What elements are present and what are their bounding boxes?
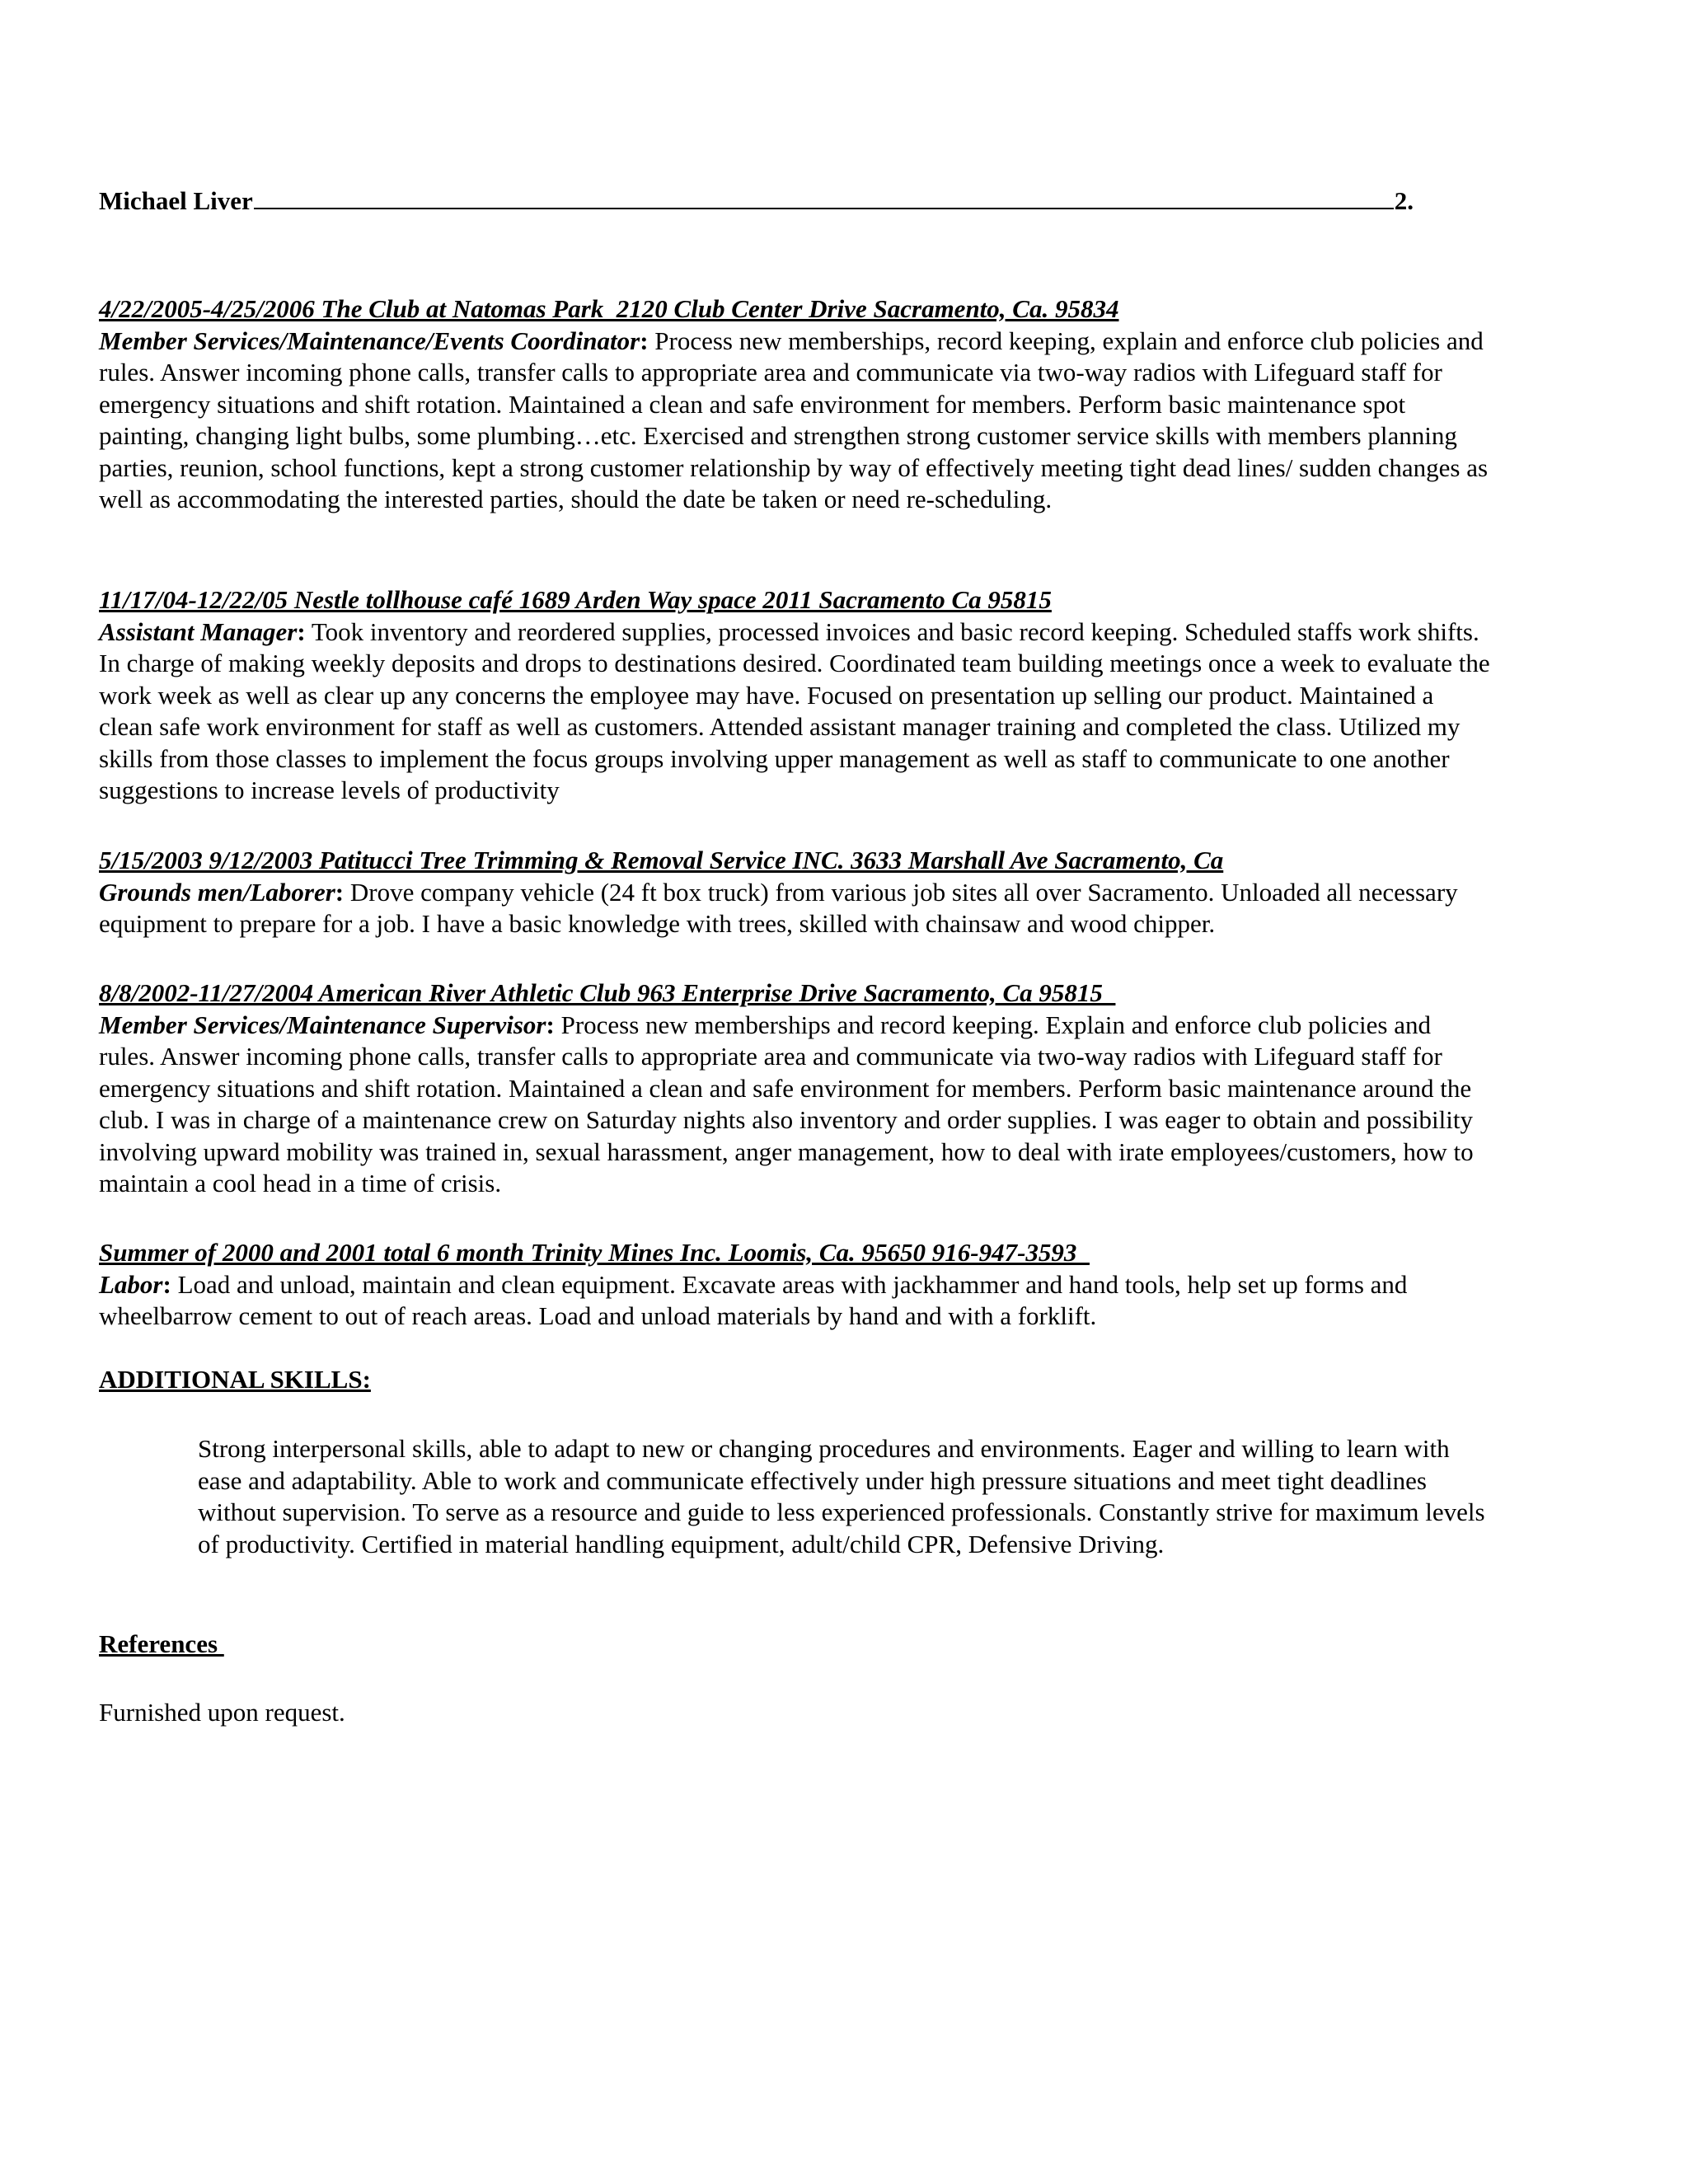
references-heading: References bbox=[99, 1629, 224, 1658]
job-heading: Summer of 2000 and 2001 total 6 month Trinity Mines Inc. Loomis, Ca. 95650 916-947-3593 bbox=[99, 1238, 1090, 1267]
job-description: Drove company vehicle (24 ft box truck) from various job sites all over Sacramento. Unloaded all necessary equipment to prepare for a job. I have a basic knowledge with trees, skilled with chainsaw and wood chipper. bbox=[99, 877, 1458, 938]
job-description-block bbox=[99, 326, 1492, 516]
job-heading: 8/8/2002-11/27/2004 American River Athletic Club 963 Enterprise Drive Sacramento, Ca 95815 bbox=[99, 978, 1116, 1007]
job-entry bbox=[99, 584, 1492, 807]
job-entry bbox=[99, 845, 1492, 940]
job-heading: 11/17/04-12/22/05 Nestle tollhouse café 1689 Arden Way space 2011 Sacramento Ca 95815 bbox=[99, 585, 1052, 614]
additional-skills-heading: ADDITIONAL SKILLS: bbox=[99, 1365, 371, 1394]
job-title: Grounds men/Laborer bbox=[99, 877, 335, 907]
job-entry bbox=[99, 977, 1492, 1200]
job-entry bbox=[99, 1237, 1492, 1333]
additional-skills-text: Strong interpersonal skills, able to adapt to new or changing procedures and environments. Eager and willing to learn with ease and adaptability. Able to work and communicate effectively under high pressure situations and meet tight deadlines without supervision. To serve as a resource and guide to less experienced professionals. Constantly strive for maximum levels of productivity. Certified in material handling equipment, adult/child CPR, Defensive Driving. bbox=[198, 1434, 1485, 1558]
job-title-colon: : bbox=[335, 877, 345, 907]
job-title-colon: : bbox=[546, 1010, 555, 1039]
job-description-block bbox=[99, 1010, 1492, 1200]
job-title: Member Services/Maintenance Supervisor bbox=[99, 1010, 546, 1039]
header-name: Michael Liver bbox=[99, 186, 253, 215]
page-number: 2. bbox=[1394, 186, 1414, 215]
job-description-block bbox=[99, 877, 1492, 940]
job-title: Assistant Manager bbox=[99, 616, 298, 646]
job-entry bbox=[99, 293, 1492, 516]
references-text: Furnished upon request. bbox=[99, 1698, 345, 1727]
job-title: Labor bbox=[99, 1269, 163, 1299]
job-title: Member Services/Maintenance/Events Coordinator bbox=[99, 326, 640, 355]
job-heading: 5/15/2003 9/12/2003 Patitucci Tree Trimming & Removal Service INC. 3633 Marshall Ave Sacramento, Ca bbox=[99, 846, 1224, 874]
job-description: Took inventory and reordered supplies, processed invoices and basic record keeping. Scheduled staffs work shifts. In charge of making weekly deposits and drops to destinations desired. Coordinated team building meetings once a week to evaluate the work week as well as clear up any concerns the employee may have. Focused on presentation up selling our product. Maintained a clean safe work environment for staff as well as customers. Attended assistant manager training and completed the class. Utilized my skills from those classes to implement the focus groups involving upper management as well as staff to communicate to one another suggestions to increase levels of productivity bbox=[99, 616, 1490, 804]
page-header bbox=[99, 183, 1414, 218]
job-description: Process new memberships, record keeping, explain and enforce club policies and rules. Answer incoming phone calls, transfer calls to appropriate area and communicate via two-way radios with Lifeguard staff for emergency situations and shift rotation. Maintained a clean and safe environment for members. Perform basic maintenance spot painting, changing light bulbs, some plumbing…etc. Exercised and strengthen strong customer service skills with members planning parties, reunion, school functions, kept a strong customer relationship by way of effectively meeting tight dead lines/ sudden changes as well as accommodating the interested parties, should the date be taken or need re-scheduling. bbox=[99, 326, 1489, 513]
job-title-colon: : bbox=[297, 616, 306, 646]
job-description-block bbox=[99, 616, 1492, 807]
job-description: Process new memberships and record keeping. Explain and enforce club policies and rules. Answer incoming phone calls, transfer calls to appropriate area and communicate via two-way radios with Lifeguard staff for emergency situations and shift rotation. Maintained a clean and safe environment for members. Perform basic maintenance around the club. I was in charge of a maintenance crew on Saturday nights also inventory and order supplies. I was eager to obtain and possibility involving upward mobility was trained in, sexual harassment, anger management, how to deal with irate employees/customers, how to maintain a cool head in a time of crisis. bbox=[99, 1010, 1474, 1197]
job-heading: 4/22/2005-4/25/2006 The Club at Natomas Park 2120 Club Center Drive Sacramento, Ca. 95834 bbox=[99, 294, 1119, 323]
job-title-colon: : bbox=[162, 1269, 171, 1299]
job-description: Load and unload, maintain and clean equipment. Excavate areas with jackhammer and hand tools, help set up forms and wheelbarrow cement to out of reach areas. Load and unload materials by hand and with a forklift. bbox=[99, 1269, 1408, 1330]
job-description-block bbox=[99, 1269, 1492, 1333]
header-rule bbox=[254, 183, 1394, 209]
job-title-colon: : bbox=[640, 326, 649, 355]
